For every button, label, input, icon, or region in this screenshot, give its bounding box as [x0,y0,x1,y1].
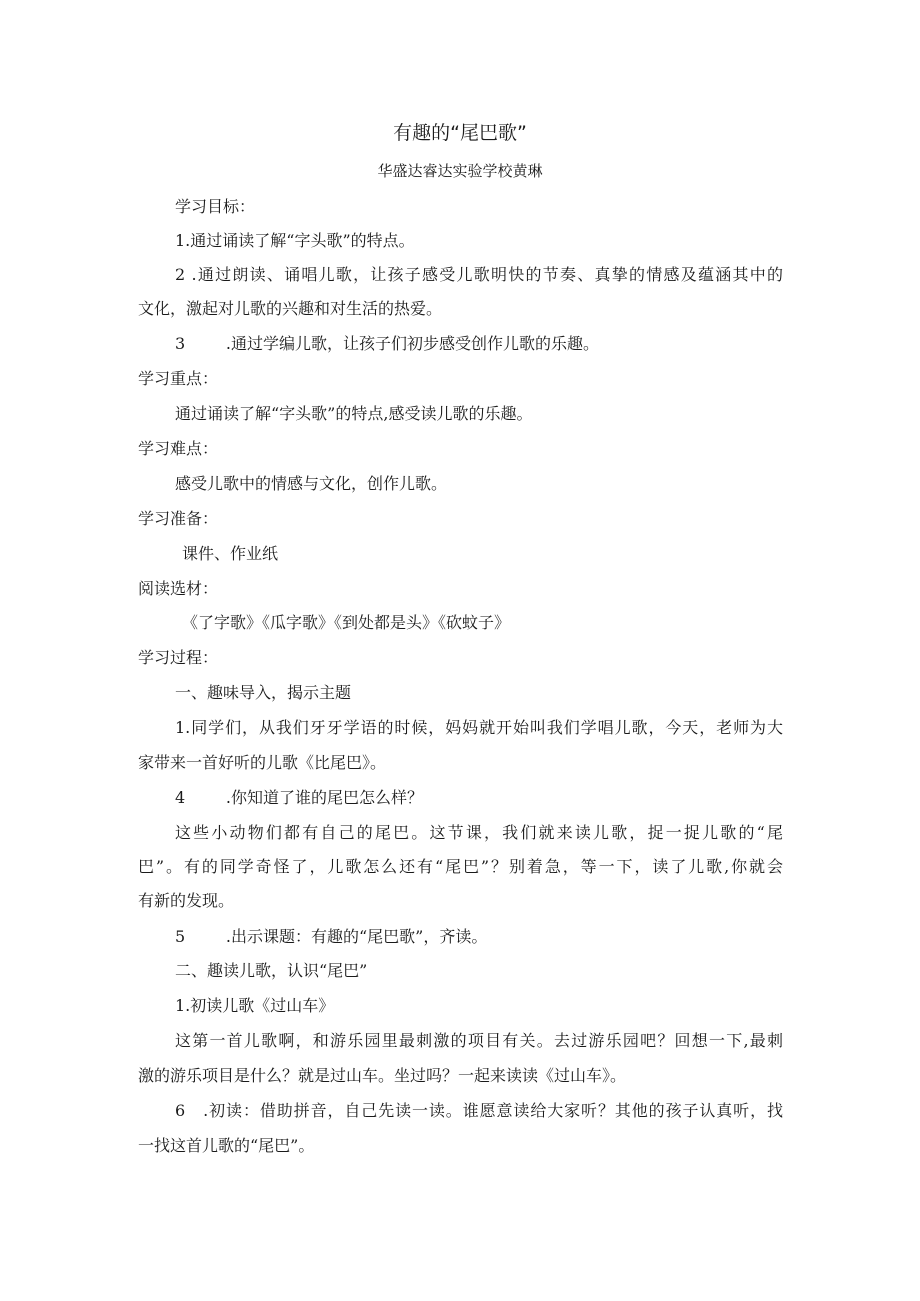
step-6-line-2: 一找这首儿歌的“尾巴”。 [138,1136,315,1155]
section-2-step-1: 1.初读儿歌《过山车》 [175,996,335,1015]
section-1-heading: 一、趣味导入，揭示主题 [175,683,352,702]
step-6-line-1: 6 .初读：借助拼音，自己先读一读。谁愿意读给大家听？其他的孩子认真听，找 [175,1101,783,1120]
roller-coaster-line-1: 这第一首儿歌啊，和游乐园里最刺激的项目有关。去过游乐园吧？回想一下,最刺 [175,1031,783,1050]
heading-process: 学习过程： [138,648,219,667]
document-title: 有趣的“尾巴歌” [393,122,527,144]
section-2-heading: 二、趣读儿歌，认识“尾巴” [175,961,368,980]
heading-difficulties: 学习难点： [138,439,219,458]
step-1-line-2: 家带来一首好听的儿歌《比尾巴》。 [138,753,387,772]
reading-materials-text: 《了字歌》《瓜字歌》《到处都是头》《砍蚊子》 [182,613,511,632]
preparation-text: 课件、作业纸 [182,544,279,563]
paragraph-tails-line-2: 巴”。有的同学奇怪了，儿歌怎么还有“尾巴”？别着急，等一下，读了儿歌,你就会 [138,857,783,876]
document-author: 华盛达睿达实验学校黄琳 [377,162,543,180]
step-5: 5 .出示课题：有趣的“尾巴歌”，齐读。 [175,927,488,946]
difficulties-text: 感受儿歌中的情感与文化，创作儿歌。 [175,474,448,493]
heading-objectives: 学习目标： [175,197,256,216]
heading-key-points: 学习重点： [138,369,219,388]
objective-1: 1.通过诵读了解“字头歌”的特点。 [175,231,415,250]
key-points-text: 通过诵读了解“字头歌”的特点,感受读儿歌的乐趣。 [175,404,533,423]
heading-reading-materials: 阅读选材： [138,579,219,598]
roller-coaster-line-2: 激的游乐项目是什么？就是过山车。坐过吗？一起来读读《过山车》。 [138,1066,627,1085]
paragraph-tails-line-1: 这些小动物们都有自己的尾巴。这节课，我们就来读儿歌，捉一捉儿歌的“尾 [175,823,783,842]
objective-2-line-2: 文化，激起对儿歌的兴趣和对生活的热爱。 [138,299,443,318]
heading-preparation: 学习准备： [138,509,219,528]
paragraph-tails-line-3: 有新的发现。 [138,891,235,910]
objective-2-line-1: 2 .通过朗读、诵唱儿歌，让孩子感受儿歌明快的节奏、真挚的情感及蕴涵其中的 [175,265,783,284]
step-1-line-1: 1.同学们，从我们牙牙学语的时候，妈妈就开始叫我们学唱儿歌，今天，老师为大 [175,718,783,737]
objective-3: 3 .通过学编儿歌，让孩子们初步感受创作儿歌的乐趣。 [175,334,599,353]
step-4: 4 .你知道了谁的尾巴怎么样？ [175,788,423,807]
